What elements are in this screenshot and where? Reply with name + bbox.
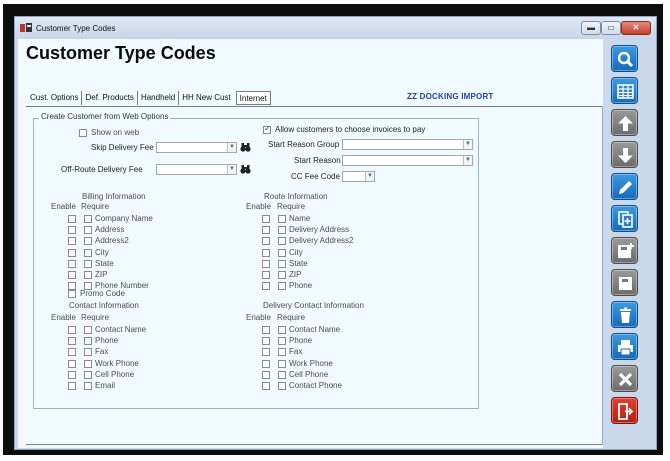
title-bar[interactable] xyxy=(15,17,656,39)
allow-invoices-label: Allow customers to choose invoices to pay xyxy=(275,125,426,134)
require-checkbox[interactable] xyxy=(278,271,286,279)
tab-hh-new-cust[interactable]: HH New Cust xyxy=(182,93,231,102)
require-checkbox[interactable] xyxy=(278,215,286,223)
require-checkbox[interactable] xyxy=(84,348,92,356)
show-on-web-checkbox[interactable] xyxy=(79,129,87,137)
field-label: Phone xyxy=(289,336,313,346)
start-reason-select[interactable] xyxy=(342,155,473,166)
enable-checkbox[interactable] xyxy=(262,215,270,223)
field-label: City xyxy=(95,247,109,257)
x-icon xyxy=(616,370,635,389)
delivery-contact-enable-header: Enable xyxy=(246,313,271,322)
tab-cust-options[interactable]: Cust. Options xyxy=(27,91,82,105)
enable-checkbox[interactable] xyxy=(262,226,270,234)
enable-checkbox[interactable] xyxy=(68,271,76,279)
printer-icon xyxy=(616,338,635,357)
tab-divider xyxy=(26,106,602,107)
exit-button[interactable] xyxy=(611,397,638,424)
record-label: ZZ DOCKING IMPORT xyxy=(407,92,494,101)
cancel-button[interactable] xyxy=(611,365,638,392)
require-checkbox[interactable] xyxy=(278,348,286,356)
billing-enable-header: Enable xyxy=(51,202,76,211)
save-icon xyxy=(616,274,635,293)
require-checkbox[interactable] xyxy=(84,260,92,268)
require-checkbox[interactable] xyxy=(84,337,92,345)
field-label: Fax xyxy=(95,347,109,357)
pencil-icon xyxy=(616,178,635,197)
enable-checkbox[interactable] xyxy=(68,215,76,223)
enable-checkbox[interactable] xyxy=(262,260,270,268)
skip-delivery-fee-label: Skip Delivery Fee xyxy=(91,143,154,152)
trash-icon xyxy=(616,306,635,325)
app-icon xyxy=(20,23,32,33)
require-checkbox[interactable] xyxy=(278,260,286,268)
enable-checkbox[interactable] xyxy=(68,260,76,268)
enable-checkbox[interactable] xyxy=(262,326,270,334)
enable-checkbox[interactable] xyxy=(262,371,270,379)
field-label: State xyxy=(289,258,308,268)
field-label: Company Name xyxy=(95,214,153,223)
copy-button[interactable] xyxy=(611,205,638,232)
enable-checkbox[interactable] xyxy=(262,337,270,345)
enable-checkbox[interactable] xyxy=(262,249,270,257)
enable-checkbox[interactable] xyxy=(68,237,76,245)
require-checkbox[interactable] xyxy=(84,249,92,257)
enable-checkbox[interactable] xyxy=(68,226,76,234)
off-route-delivery-fee-select[interactable] xyxy=(156,164,237,175)
field-label: Work Phone xyxy=(95,358,139,368)
start-reason-group-label: Start Reason Group xyxy=(268,140,340,149)
field-label: Name xyxy=(289,214,311,223)
tab-handheld[interactable]: Handheld xyxy=(138,91,179,105)
require-checkbox[interactable] xyxy=(84,382,92,390)
grid-icon xyxy=(616,82,635,101)
skip-delivery-fee-select[interactable] xyxy=(156,142,237,153)
require-checkbox[interactable] xyxy=(84,371,92,379)
enable-checkbox[interactable] xyxy=(262,348,270,356)
chevron-down-icon: ▼ xyxy=(463,156,472,165)
chevron-down-icon: ▼ xyxy=(227,143,236,152)
field-label: Work Phone xyxy=(289,358,333,368)
billing-require-header: Require xyxy=(81,202,110,211)
next-button[interactable] xyxy=(611,141,638,168)
copy-icon xyxy=(616,210,635,229)
field-label: Delivery Address2 xyxy=(289,236,354,246)
grid-button[interactable] xyxy=(611,77,638,104)
route-section-title: Route Information xyxy=(264,192,328,201)
page-title: Customer Type Codes xyxy=(26,43,216,63)
promo-code-checkbox[interactable] xyxy=(68,290,76,298)
field-label: Contact Name xyxy=(95,325,147,334)
field-label: ZIP xyxy=(95,270,108,279)
cc-fee-code-label: CC Fee Code xyxy=(291,172,340,181)
field-label: Contact Phone xyxy=(289,381,342,390)
chevron-down-icon: ▼ xyxy=(365,172,374,181)
contact-section-title: Contact Information xyxy=(69,301,139,310)
chevron-down-icon: ▼ xyxy=(463,140,472,149)
enable-checkbox[interactable] xyxy=(68,337,76,345)
require-checkbox[interactable] xyxy=(278,337,286,345)
main-panel xyxy=(18,39,603,448)
field-label: Address xyxy=(95,225,125,235)
field-label: Fax xyxy=(289,347,303,357)
field-label: Delivery Address xyxy=(289,225,350,235)
tab-internet[interactable]: Internet xyxy=(236,91,271,105)
save-button[interactable] xyxy=(611,269,638,296)
chevron-down-icon: ▼ xyxy=(227,165,236,174)
minimize-button[interactable]: ▬ xyxy=(581,21,601,35)
arrow-down-icon xyxy=(616,146,635,165)
field-label: Address2 xyxy=(95,236,129,246)
show-on-web-label: Show on web xyxy=(91,128,140,137)
require-checkbox[interactable] xyxy=(278,237,286,245)
require-checkbox[interactable] xyxy=(278,282,286,290)
route-require-header: Require xyxy=(277,202,306,211)
enable-checkbox[interactable] xyxy=(68,382,76,390)
field-label: City xyxy=(289,247,303,257)
binoculars-icon[interactable] xyxy=(240,142,251,152)
start-reason-group-select[interactable] xyxy=(342,139,473,150)
enable-checkbox[interactable] xyxy=(68,371,76,379)
promo-code-label: Promo Code xyxy=(80,289,125,298)
enable-checkbox[interactable] xyxy=(68,360,76,368)
require-checkbox[interactable] xyxy=(278,226,286,234)
maximize-button[interactable]: ▭ xyxy=(601,21,621,35)
field-label: Cell Phone xyxy=(289,369,329,379)
allow-invoices-checkbox[interactable] xyxy=(263,126,271,134)
field-label: Contact Name xyxy=(289,325,341,334)
off-route-delivery-fee-label: Off-Route Delivery Fee xyxy=(61,165,143,174)
window-title: Customer Type Codes xyxy=(36,24,116,33)
field-label: ZIP xyxy=(289,270,302,279)
field-label: State xyxy=(95,258,114,268)
app-window xyxy=(14,16,657,450)
field-label: Phone Number xyxy=(95,281,149,291)
cc-fee-code-select[interactable] xyxy=(342,171,375,182)
search-button[interactable] xyxy=(611,45,638,72)
require-checkbox[interactable] xyxy=(278,249,286,257)
start-reason-label: Start Reason xyxy=(294,156,341,165)
require-checkbox[interactable] xyxy=(84,326,92,334)
enable-checkbox[interactable] xyxy=(68,326,76,334)
web-options-group-title: Create Customer from Web Options xyxy=(41,112,169,121)
contact-require-header: Require xyxy=(81,313,110,322)
field-label: Email xyxy=(95,381,116,390)
screenshot-frame xyxy=(3,4,663,455)
delivery-contact-section-title: Delivery Contact Information xyxy=(263,301,364,310)
delivery-contact-require-header: Require xyxy=(277,313,306,322)
tab-def-products[interactable]: Def. Products xyxy=(82,91,137,105)
print-button[interactable] xyxy=(611,333,638,360)
field-label: Cell Phone xyxy=(95,369,135,379)
billing-section-title: Billing Information xyxy=(82,192,146,201)
enable-checkbox[interactable] xyxy=(68,348,76,356)
require-checkbox[interactable] xyxy=(278,382,286,390)
save-new-button[interactable] xyxy=(611,237,638,264)
delete-button[interactable] xyxy=(611,301,638,328)
require-checkbox[interactable] xyxy=(84,360,92,368)
require-checkbox[interactable] xyxy=(278,371,286,379)
enable-checkbox[interactable] xyxy=(262,360,270,368)
enable-checkbox[interactable] xyxy=(68,249,76,257)
close-button[interactable]: ✕ xyxy=(621,21,651,35)
enable-checkbox[interactable] xyxy=(262,282,270,290)
arrow-up-icon xyxy=(616,114,635,133)
binoculars-icon[interactable] xyxy=(240,164,251,174)
field-label: Phone xyxy=(95,336,119,346)
enable-checkbox[interactable] xyxy=(262,382,270,390)
tab-strip xyxy=(27,91,271,105)
require-checkbox[interactable] xyxy=(84,271,92,279)
bottom-divider xyxy=(26,444,602,445)
exit-icon xyxy=(616,402,635,421)
save-plus-icon xyxy=(616,242,635,261)
route-enable-header: Enable xyxy=(246,202,271,211)
enable-checkbox[interactable] xyxy=(68,282,76,290)
field-label: Phone xyxy=(289,281,313,291)
enable-checkbox[interactable] xyxy=(262,237,270,245)
search-icon xyxy=(616,50,635,69)
edit-button[interactable] xyxy=(611,173,638,200)
require-checkbox[interactable] xyxy=(84,215,92,223)
previous-button[interactable] xyxy=(611,109,638,136)
require-checkbox[interactable] xyxy=(278,360,286,368)
require-checkbox[interactable] xyxy=(84,237,92,245)
require-checkbox[interactable] xyxy=(278,326,286,334)
require-checkbox[interactable] xyxy=(84,226,92,234)
contact-enable-header: Enable xyxy=(51,313,76,322)
enable-checkbox[interactable] xyxy=(262,271,270,279)
panel-edge xyxy=(602,106,603,445)
